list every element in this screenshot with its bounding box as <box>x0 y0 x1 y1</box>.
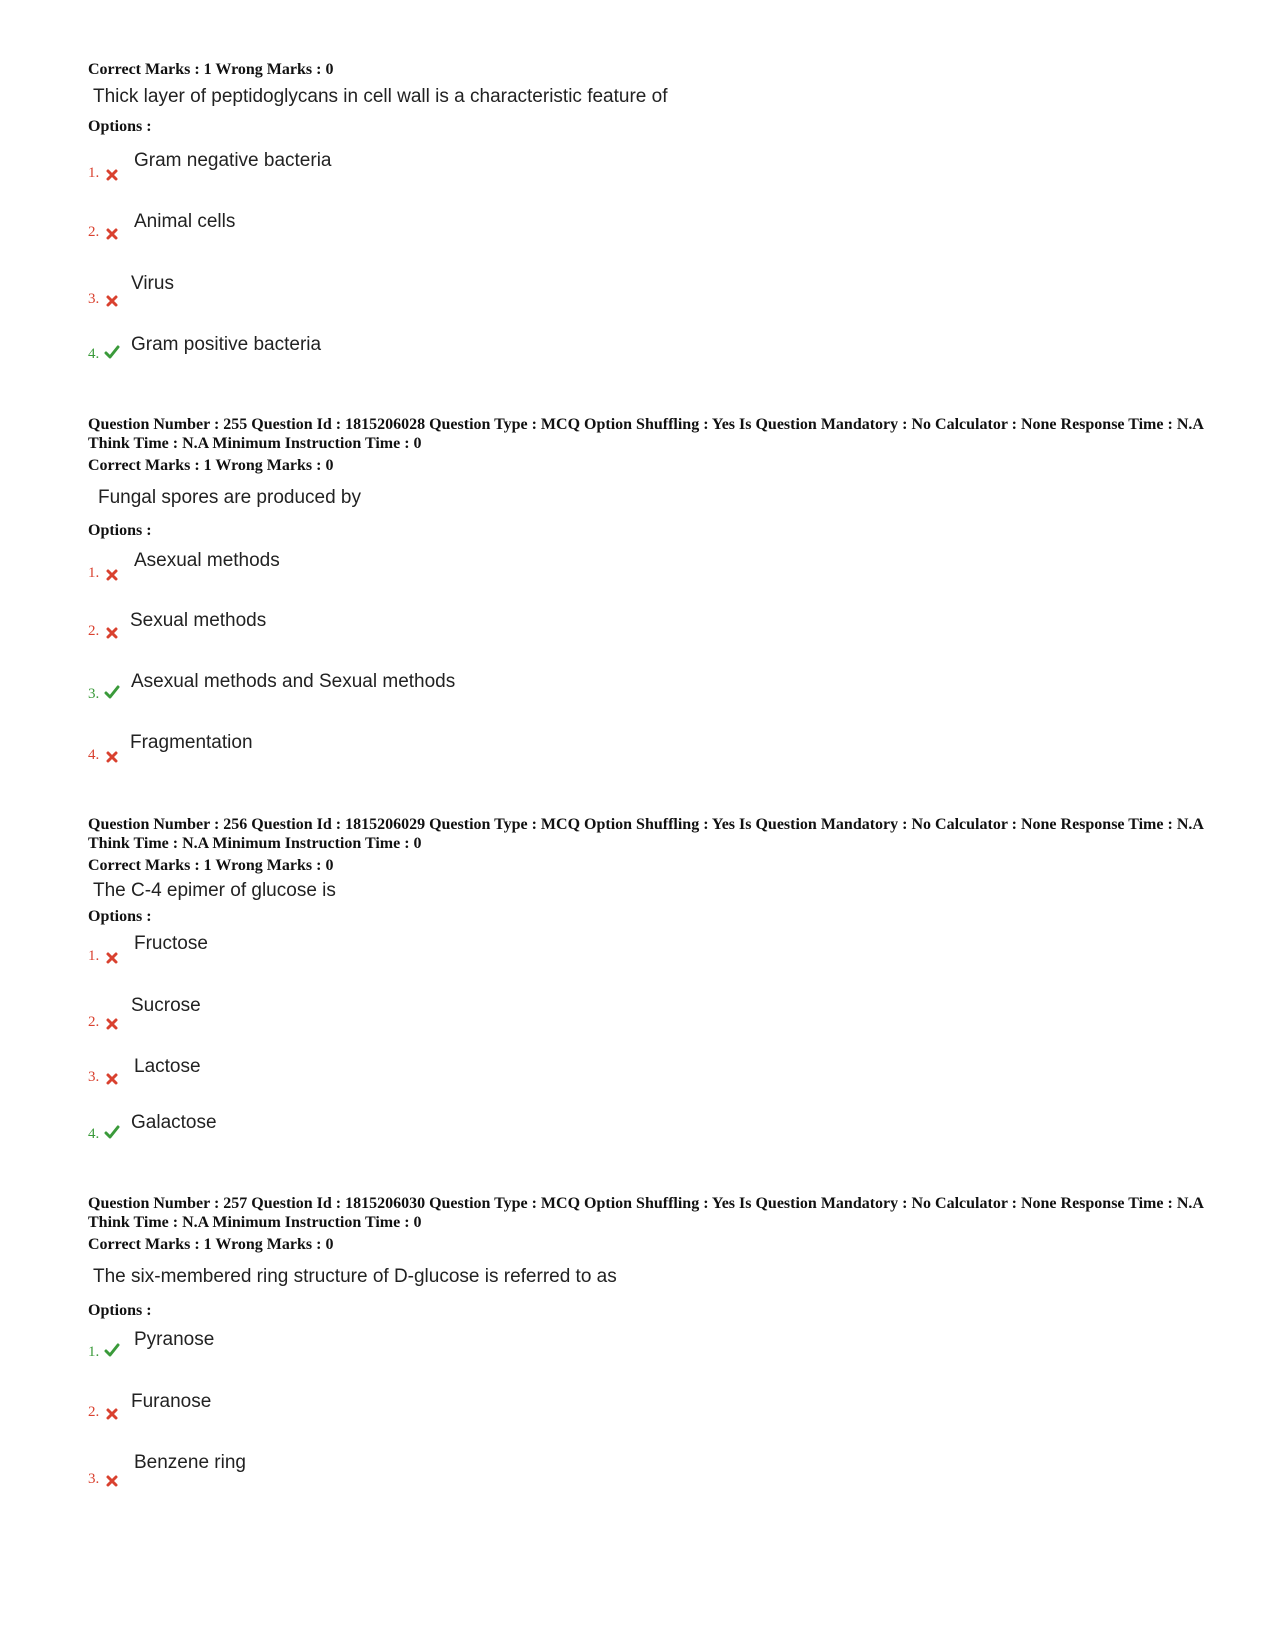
option-text: Sexual methods <box>130 610 267 631</box>
option-text: Sucrose <box>131 995 201 1016</box>
cross-icon <box>104 950 120 966</box>
question-meta: Question Number : 257 Question Id : 1815206030 Question Type : MCQ Option Shuffling : Yes Is Question Mandatory : No Calculator : None Response Time : N.A Think Time : N.A Minimum Instruction Time : 0 <box>88 1195 1204 1231</box>
check-icon <box>104 1124 120 1140</box>
cross-icon <box>104 625 120 641</box>
question-text: The C-4 epimer of glucose is <box>93 880 336 901</box>
option-text: Gram positive bacteria <box>131 334 322 355</box>
options-label: Options : <box>88 1302 152 1319</box>
check-icon <box>104 684 120 700</box>
question-text: Fungal spores are produced by <box>98 487 361 508</box>
question-marks: Correct Marks : 1 Wrong Marks : 0 <box>88 1236 334 1253</box>
option-text: Gram negative bacteria <box>134 150 332 171</box>
question-marks: Correct Marks : 1 Wrong Marks : 0 <box>88 457 334 474</box>
question-meta: Question Number : 255 Question Id : 1815206028 Question Type : MCQ Option Shuffling : Yes Is Question Mandatory : No Calculator : None Response Time : N.A Think Time : N.A Minimum Instruction Time : 0 <box>88 416 1204 452</box>
option-text: Pyranose <box>134 1329 215 1350</box>
cross-icon <box>104 1071 120 1087</box>
option-text: Benzene ring <box>134 1452 246 1473</box>
option-text: Fragmentation <box>130 732 253 753</box>
option-text: Asexual methods and Sexual methods <box>131 671 456 692</box>
option-text: Galactose <box>131 1112 217 1133</box>
option-text: Lactose <box>134 1056 201 1077</box>
options-label: Options : <box>88 522 152 539</box>
cross-icon <box>104 226 120 242</box>
cross-icon <box>104 1406 120 1422</box>
cross-icon <box>104 567 120 583</box>
option-text: Furanose <box>131 1391 212 1412</box>
option-text: Animal cells <box>134 211 236 232</box>
options-label: Options : <box>88 908 152 925</box>
question-meta: Question Number : 256 Question Id : 1815206029 Question Type : MCQ Option Shuffling : Yes Is Question Mandatory : No Calculator : None Response Time : N.A Think Time : N.A Minimum Instruction Time : 0 <box>88 816 1204 852</box>
option-number: 2. <box>88 1404 100 1420</box>
question-marks: Correct Marks : 1 Wrong Marks : 0 <box>88 857 334 874</box>
option-number: 3. <box>88 1471 100 1487</box>
cross-icon <box>104 167 120 183</box>
check-icon <box>104 344 120 360</box>
option-number: 2. <box>88 224 100 240</box>
cross-icon <box>104 749 120 765</box>
option-number: 1. <box>88 165 100 181</box>
option-text: Fructose <box>134 933 208 954</box>
option-number: 2. <box>88 623 100 639</box>
option-number: 1. <box>88 948 100 964</box>
option-number: 3. <box>88 1069 100 1085</box>
question-text: The six-membered ring structure of D-glucose is referred to as <box>93 1266 617 1287</box>
check-icon <box>104 1342 120 1358</box>
option-text: Virus <box>131 273 174 294</box>
question-marks: Correct Marks : 1 Wrong Marks : 0 <box>88 61 334 78</box>
options-label: Options : <box>88 118 152 135</box>
cross-icon <box>104 293 120 309</box>
option-number: 4. <box>88 747 100 763</box>
option-number: 1. <box>88 1344 100 1360</box>
option-number: 2. <box>88 1014 100 1030</box>
question-text: Thick layer of peptidoglycans in cell wall is a characteristic feature of <box>93 86 668 107</box>
option-number: 3. <box>88 686 100 702</box>
cross-icon <box>104 1473 120 1489</box>
cross-icon <box>104 1016 120 1032</box>
option-text: Asexual methods <box>134 550 280 571</box>
option-number: 4. <box>88 346 100 362</box>
option-number: 1. <box>88 565 100 581</box>
option-number: 4. <box>88 1126 100 1142</box>
option-number: 3. <box>88 291 100 307</box>
